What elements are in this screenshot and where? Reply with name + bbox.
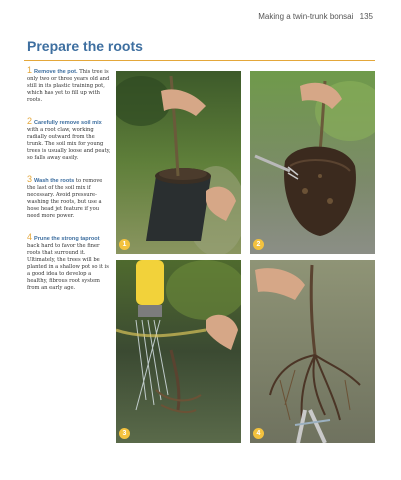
step-body: to remove the last of the soil mix if necessary. Avoid pressure-washing the roots, but use a hose head jet feature if you need more power. [27, 178, 103, 219]
step-heading: Wash the roots [34, 178, 75, 184]
running-header [258, 12, 373, 21]
photo-remove-pot-image [116, 71, 241, 254]
step-body: This tree is only two or three years old and still in its plastic training pot, which has yet to fill up with roots. [27, 69, 110, 103]
step-heading: Carefully remove soil mix [34, 120, 102, 126]
page-title: Prepare the roots [27, 38, 143, 54]
photo-remove-soil [250, 71, 375, 254]
photo-number-badge: 1 [119, 239, 130, 250]
step-number: 2 [27, 116, 33, 126]
photo-prune-taproot [250, 260, 375, 443]
step-1 [27, 67, 111, 104]
step-body: with a root claw, working radially outward from the trunk. The soil mix for young trees is usually loose and peaty, so falls away easily. [27, 127, 111, 161]
step-3 [27, 176, 111, 220]
step-number: 1 [27, 65, 33, 75]
step-heading: Remove the pot. [34, 69, 78, 75]
step-body: back hard to favor the finer roots that surround it. Ultimately, the trees will be planted in a shallow pot so it is a good idea to develop a healthy, fibrous root system from an early age. [27, 243, 109, 291]
step-4 [27, 234, 111, 292]
photo-prune-taproot-image [250, 260, 375, 443]
step-number: 4 [27, 232, 33, 242]
photo-wash-roots [116, 260, 241, 443]
photo-remove-pot [116, 71, 241, 254]
running-title: Making a twin-trunk bonsai [258, 12, 354, 21]
photo-number-badge: 4 [253, 428, 264, 439]
photo-wash-roots-image [116, 260, 241, 443]
title-rule [24, 60, 375, 61]
step-heading: Prune the strong taproot [34, 236, 100, 242]
photo-number-badge: 2 [253, 239, 264, 250]
photo-number-badge: 3 [119, 428, 130, 439]
step-number: 3 [27, 174, 33, 184]
photo-remove-soil-image [250, 71, 375, 254]
step-2 [27, 118, 111, 162]
page-number: 135 [359, 12, 373, 21]
